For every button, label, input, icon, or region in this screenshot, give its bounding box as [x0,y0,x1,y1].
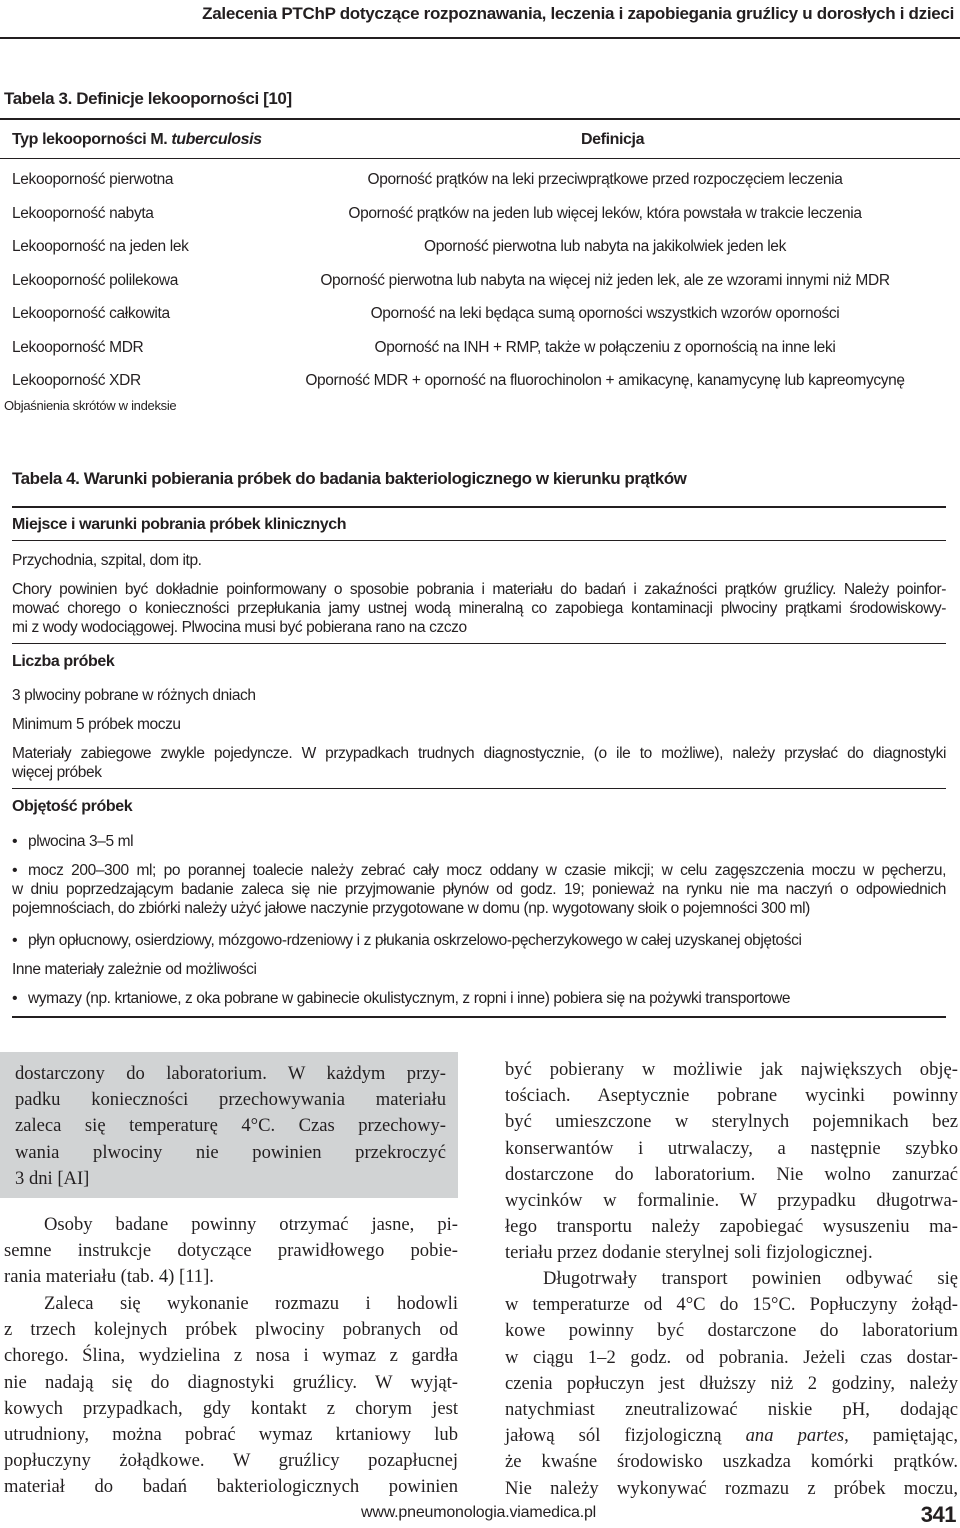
table-row: Lekooporność MDR Oporność na INH + RMP, także w połączeniu z opornością na inne leki [12,339,836,356]
table-row: Lekooporność polilekowa Oporność pierwotna lub nabyta na więcej niż jeden lek, ale ze wzorami innymi niż MDR [12,272,890,289]
table-row: Lekooporność nabyta Oporność prątków na jeden lub więcej leków, która powstała w trakcie leczenia [12,205,862,222]
running-head: Zalecenia PTChP dotyczące rozpoznawania, leczenia i zapobiegania gruźlicy u dorosłych i dzieci [202,4,954,23]
table4-text: Przychodnia, szpital, dom itp. [12,552,202,569]
list-item: • plwocina 3–5 ml [12,832,946,851]
footer-url[interactable]: www.pneumonologia.viamedica.pl [361,1504,597,1521]
page-number: 341 [920,1502,956,1527]
table3-header-rule [0,158,960,159]
list-item: • mocz 200–300 ml; po porannej toalecie należy zebrać cały mocz oddany w czasie mikcji; w celu zagęszczenia moczu w pęcherzu, w dniu poprzedzającym badanie zaleca się nie przyjmowanie płynów od godz. 19; ponieważ na rynku nie ma naczyń o odpowiednich pojemnościach, do zbiórki należy użyć jałowe naczynie przygotowane w domu (np. wygotowany słoik o pojemności 300 ml) [12,861,946,918]
table-row: Lekooporność całkowita Oporność na leki będąca sumą oporności wszystkich wzorów oporności [12,305,840,322]
list-item: • wymazy (np. krtaniowe, z oka pobrane w gabinecie okulistycznym, z ropni i inne) pobiera się na pożywki transportowe [12,989,946,1008]
body-paragraph: Długotrwały transport powinien odbywać się w temperaturze od 4°C do 15°C. Popłuczyny żołąd- kowe powinny być dostarczone do laboratorium w ciągu 1–2 godz. od pobrania. Jeżeli czas dostar- czenia popłuczyn jest dłuższy niż 2 godziny, należy natychmiast zneutralizować niskie pH, dodając jałową sól fizjologiczną ana partes, pamiętając, że kwaśne środowisko uszkadza komórki prątków. Nie należy wykonywać rozmazu z próbek moczu, [505,1268,959,1499]
bullet-icon [12,862,28,879]
table-row: Lekooporność pierwotna Oporność prątków na leki przeciwprątkowe przed rozpoczęciem leczenia [12,171,843,188]
table4-rule [12,643,946,644]
table4-bottom-rule [12,1016,946,1018]
table4-top-rule [12,506,946,508]
table3-col2-header: Definicja [581,131,645,148]
body-paragraph: Zaleca się wykonanie rozmazu i hodowli z trzech kolejnych próbek plwociny pobranych od chorego. Ślina, wydzielina z nosa i wymaz z gardła nie nadają się do diagnostyki gruźlicy. W wyjąt- kowych przypadkach, gdy kontakt z chorym jest utrudniony, można pobrać wymaz krtaniowy lub popłuczyny żołądkowe. W gruźlicy pozapłucnej materiał do badań bakteriologicznych powinien [4,1293,458,1498]
table4-paragraph: Materiały zabiegowe zwykle pojedyncze. W przypadkach trudnych diagnostycznie, (o ile to możliwe), należy przysłać do diagnostyki więcej próbek [12,745,946,781]
bullet-icon [12,932,28,949]
body-paragraph: Osoby badane powinny otrzymać jasne, pi- semne instrukcje dotyczące prawidłowego pobie- rania materiału (tab. 4) [11]. [4,1214,458,1288]
table3-top-rule [0,118,960,120]
table4-rule [12,540,946,541]
table4-paragraph: Chory powinien być dokładnie poinformowany o sposobie pobrania i materiału do badań i zakaźności prątków gruźlicy. Należy poinfor- mować chorego o konieczności przepłukania jamy ustnej wodą mineralną co zapobiega kontaminacji plwociny prątkami środowiskowy- mi z wody wodociągowej. Plwocina musi być pobierana rano na czczo [12,581,946,636]
table4-text: Inne materiały zależnie od możliwości [12,961,257,978]
table4-rule [12,788,946,789]
table4-caption: Tabela 4. Warunki pobierania próbek do badania bakteriologicznego w kierunku prątków [12,469,687,488]
table3-note: Objaśnienia skrótów w indeksie [4,398,177,413]
table3-caption: Tabela 3. Definicje lekooporności [10] [4,89,292,108]
list-item: • płyn opłucnowy, osierdziowy, mózgowo-rdzeniowy i z płukania oskrzelowo-pęcherzykowego w całej uzyskanej objętości [12,931,946,950]
table4-section-title: Objętość próbek [12,798,133,815]
bullet-icon [12,990,28,1007]
table4-section-title: Liczba próbek [12,653,115,670]
bullet-icon [12,833,28,850]
table4-text: 3 plwociny pobrane w różnych dniach [12,687,256,704]
table4-section-title: Miejsce i warunki pobrania próbek klinicznych [12,516,347,533]
table-row: Lekooporność na jeden lek Oporność pierwotna lub nabyta na jakikolwiek jeden lek [12,238,786,255]
table3-col1-header: Typ lekooporności M. tuberculosis [12,131,262,148]
body-paragraph: być pobierany w możliwie jak największych obję- tościach. Aseptycznie pobrane wycinki powinny być umieszczone w sterylnych pojemnikach bez konserwantów i utrwalaczy, a następnie szybko dostarczone do laboratorium. Nie wolno zanurzać wycinków w formalinie. W przypadku długotrwa- łego transportu należy zapobiegać wysuszeniu ma- teriału przez dodanie sterylnej soli fizjologicznej. [505,1059,958,1264]
table4-text: Minimum 5 próbek moczu [12,716,181,733]
recommendation-text: dostarczony do laboratorium. W każdym przy- padku konieczności przechowywania materiału zaleca się temperaturę 4°C. Czas przechowy- wania plwociny nie powinien przekroczyć 3 dni [AI] [15,1063,446,1189]
header-rule [0,37,960,39]
table-row: Lekooporność XDR Oporność MDR + oporność na fluorochinolon + amikacynę, kanamycynę lub kapreomycynę [12,372,905,389]
